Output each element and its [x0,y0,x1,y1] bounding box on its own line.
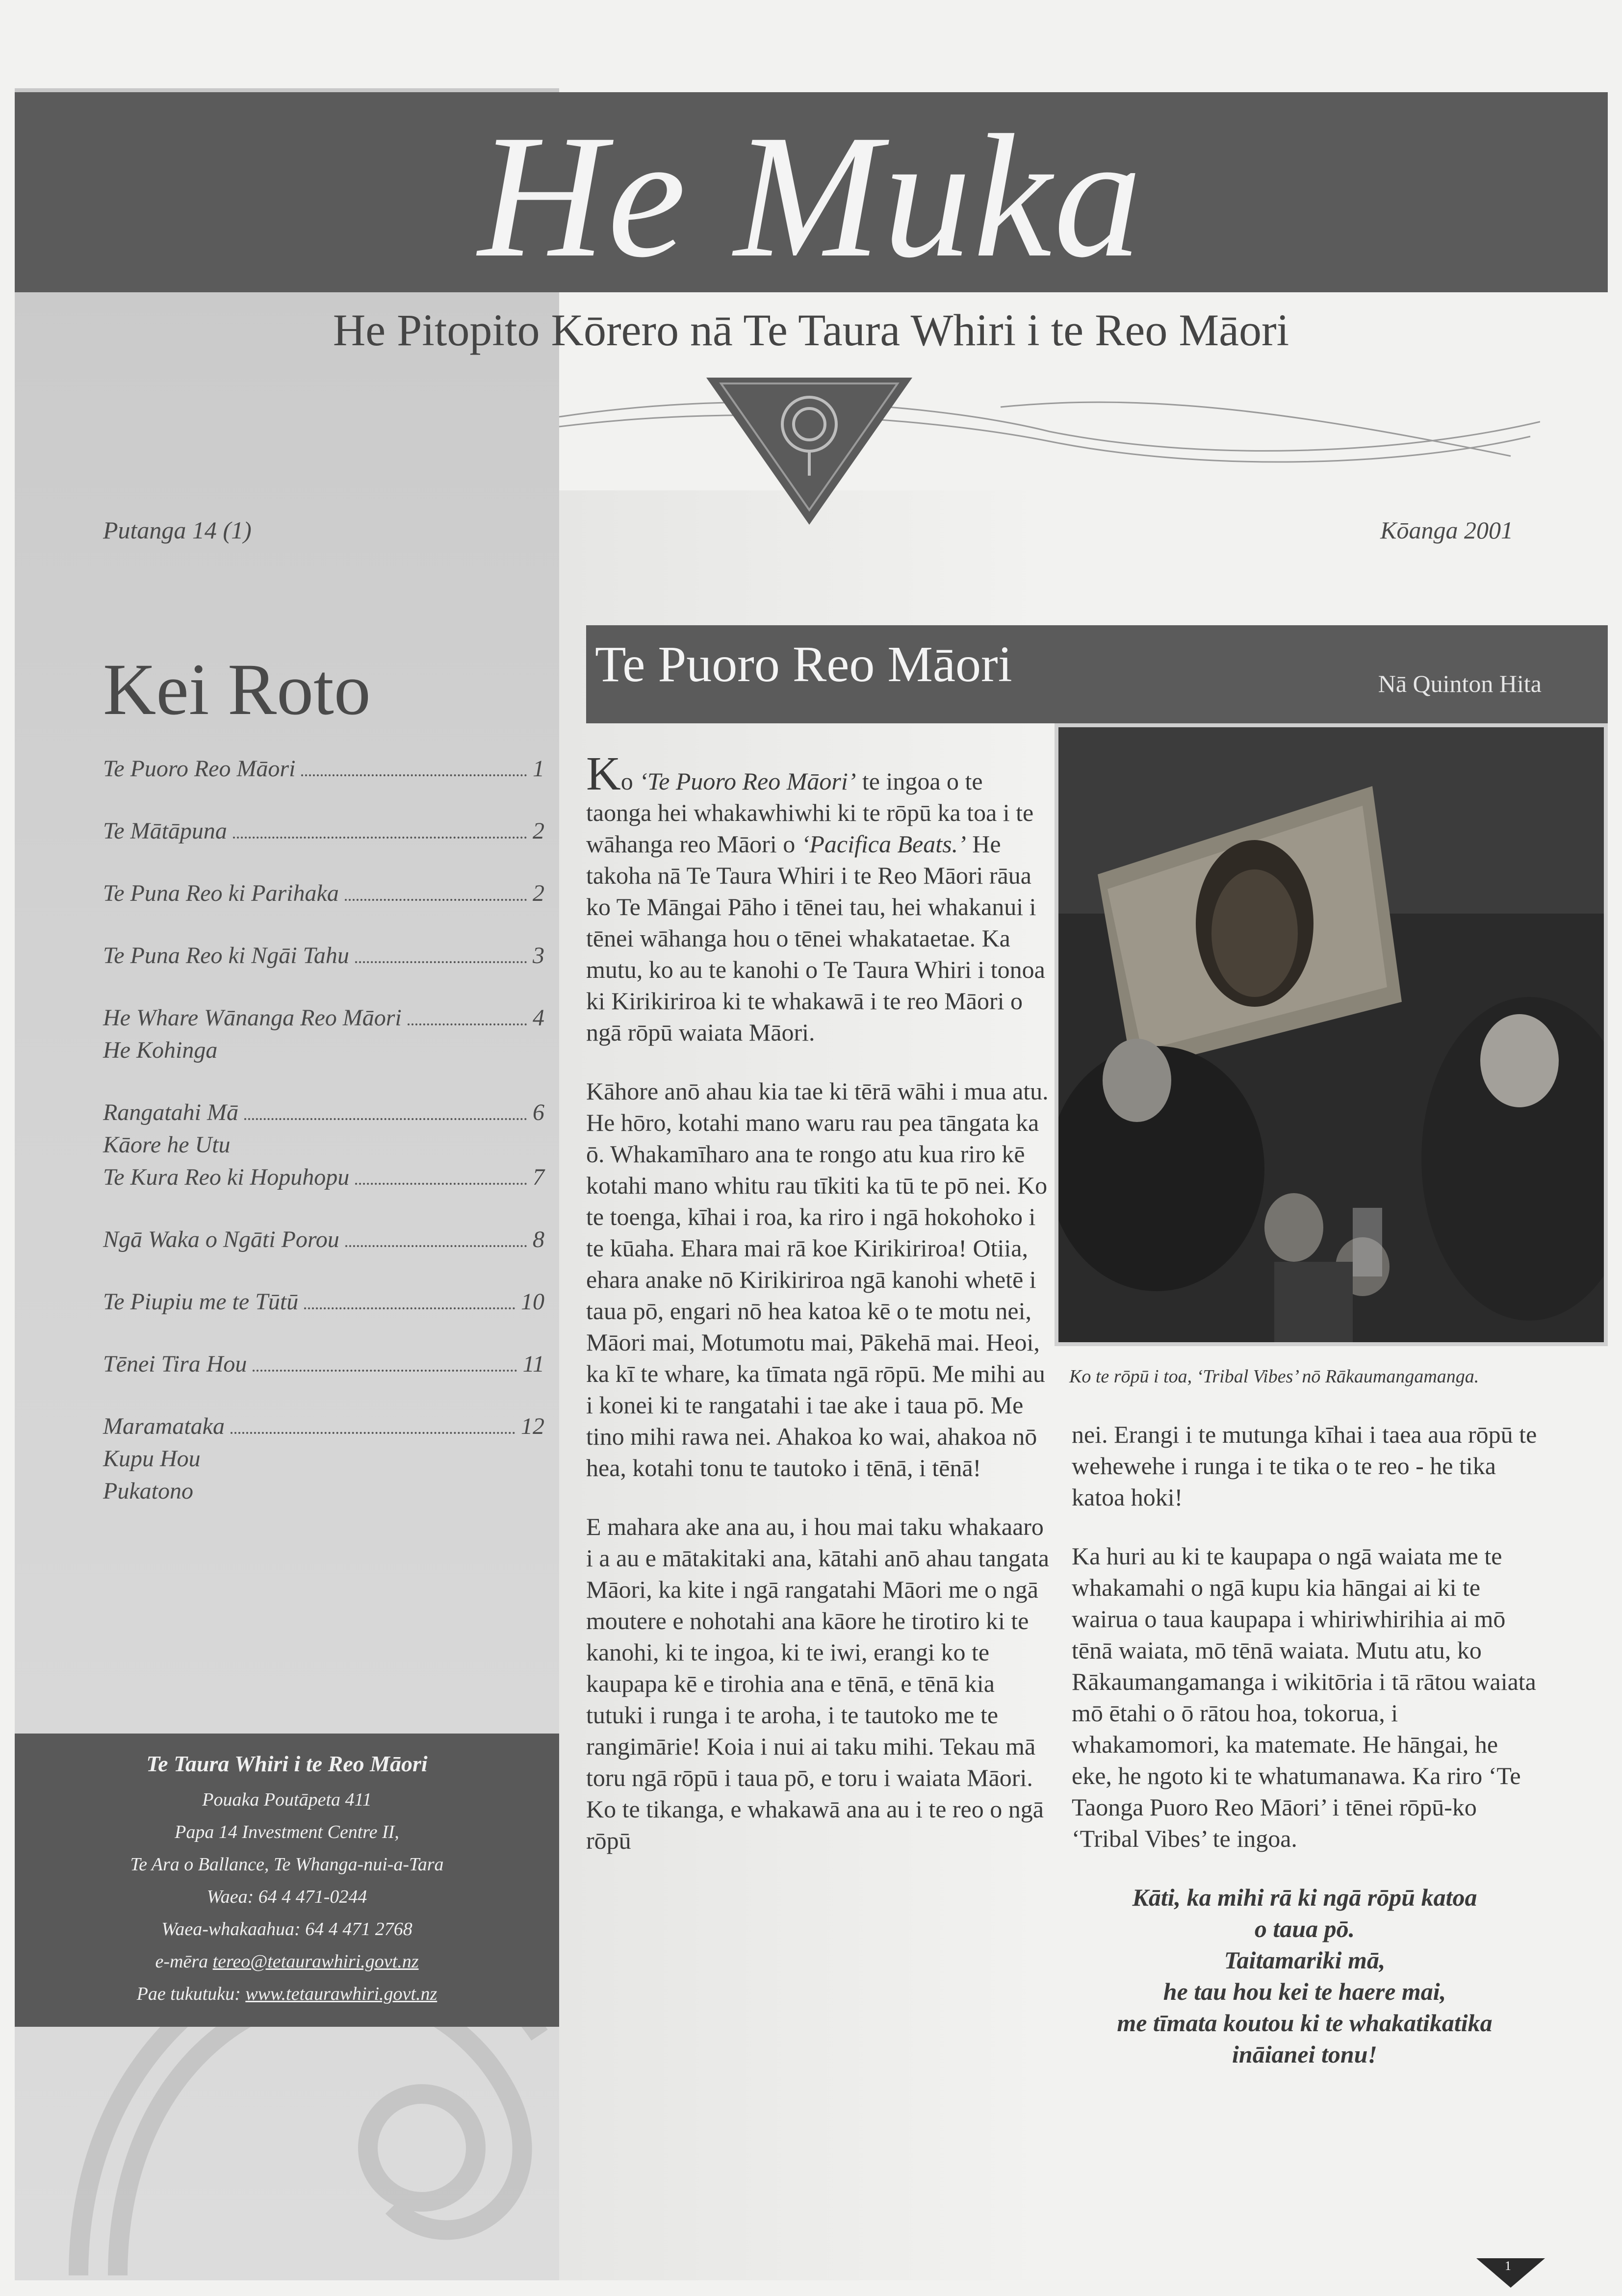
toc-entry[interactable] [103,815,544,847]
article-column-2 [1072,1419,1538,2070]
toc-page-number: 1 [533,756,544,782]
closing-line: Taitamariki mā, [1224,1946,1386,1974]
toc-page-number: 3 [533,943,544,969]
toc-entry-title: Te Puna Reo ki Ngāi Tahu [103,943,349,969]
toc-entry[interactable] [103,1097,544,1129]
toc-entry-title: Rangatahi Mā [103,1099,238,1125]
toc-entry[interactable] [103,1161,544,1194]
web-label: Pae tukutuku: [136,1984,241,2004]
issue-date: Kōanga 2001 [1380,516,1513,544]
article-byline: Nā Quinton Hita [1378,670,1542,697]
toc-row [103,1286,544,1318]
toc-entry[interactable] [103,753,544,785]
toc-entry-title: Te Piupiu me te Tūtū [103,1289,299,1315]
drop-cap: K [586,747,621,800]
address-line: Te Ara o Ballance, Te Whanga-nui-a-Tara [130,1854,444,1875]
toc-row [103,1129,544,1161]
toc-row [103,753,544,785]
toc-row [103,1410,544,1443]
toc-leader-dots [345,1245,527,1247]
toc-entry[interactable] [103,1129,544,1161]
email-link[interactable]: tereo@tetaurawhiri.govt.nz [212,1951,419,1972]
toc-leader-dots [231,1432,515,1434]
toc-row [103,877,544,910]
web-line [15,1978,559,2010]
toc-entry[interactable] [103,1286,544,1318]
triangle-emblem [706,378,912,525]
text-run: ‘Pacifica Beats.’ [801,830,966,858]
toc-leader-dots [355,1183,527,1185]
toc-entry-title: Te Mātāpuna [103,818,227,844]
email-label: e-mēra [155,1951,208,1972]
issue-number: Putanga 14 (1) [103,516,252,544]
toc-row [103,1097,544,1129]
toc-row [103,1002,544,1034]
article-title: Te Puoro Reo Māori [595,636,1012,692]
toc-entry-title: He Whare Wānanga Reo Māori [103,1005,402,1031]
toc-page-number: 12 [521,1413,544,1439]
address-box [15,1734,559,2027]
article-column-1 [586,747,1052,1884]
toc-leader-dots [253,1370,516,1372]
toc-page-number: 8 [533,1226,544,1252]
article-header [586,625,1608,723]
text-run: te ingoa o te taonga hei whakawhiwhi ki te rōpū ka toa i te wāhanga reo Māori o [586,767,1034,858]
toc-leader-dots [233,837,527,839]
toc-entry-title: Kāore he Utu [103,1132,231,1158]
text-run: o [620,767,640,795]
closing-line: o taua pō. [1254,1915,1355,1942]
text-run: ‘Te Puoro Reo Māori’ [639,767,856,795]
toc-entry-title: Tēnei Tira Hou [103,1351,247,1377]
email-line [15,1945,559,1978]
toc-page-number: 11 [522,1351,544,1377]
toc-leader-dots [408,1023,527,1025]
page-number: 1 [1505,2259,1511,2273]
toc-page-number: 2 [533,880,544,906]
photo-caption: Ko te rōpū i toa, ‘Tribal Vibes’ nō Rākaumangamanga. [1069,1366,1479,1387]
article-paragraph: Ka huri au ki te kaupapa o ngā waiata me te whakamahi o ngā kupu kia hāngai ai ki te wairua o taua kaupapa i whiriwhirihia ai mō tēnā waiata, mō tēnā waiata. Mutu atu, ko Rākaumangamanga i wikitōria i tā rātou waiata mō ētahi o ō rātou hoa, tokorua, i whakamomori, ka matemate. He hāngai, he eke, he ngoto ki te whatumanawa. Ka riro ‘Te Taonga Puoro Reo Māori’ i tēnei rōpū-ko ‘Tribal Vibes’ te ingoa. [1072,1542,1536,1852]
toc-row [103,1224,544,1256]
website-link[interactable]: www.tetaurawhiri.govt.nz [245,1984,438,2004]
toc-entry[interactable] [103,877,544,910]
toc-row [103,1161,544,1194]
toc-leader-dots [301,774,527,776]
table-of-contents [103,753,544,1537]
toc-heading: Kei Roto [103,649,371,730]
toc-leader-dots [304,1307,515,1309]
article-paragraph: E mahara ake ana au, i hou mai taku whakaaro i a au e mātakitaki ana, kātahi anō ahau tangata Māori, ka kite i ngā rangatahi Māori me o ngā moutere e nohotahi ana kāore he tirotiro ki te kanohi, ki te ingoa, ki te iwi, erangi ko te kaupapa kē e tirohia ana e tēnā, e tēnā kia tutuki i runga i te aroha, i te tautoko me te rangimārie! Koia i nui ai taku mihi. Tekau mā toru ngā rōpū i taua pō, e toru i waiata Māori. Ko te tikanga, e whakawā ana au i te reo o ngā rōpū [586,1513,1049,1854]
toc-page-number: 4 [533,1005,544,1031]
fax-line: Waea-whakaahua: 64 4 471 2768 [161,1919,412,1939]
address-line: Pouaka Poutāpeta 411 [202,1789,372,1810]
toc-leader-dots [355,961,527,963]
toc-entry[interactable] [103,1410,544,1507]
toc-page-number: 10 [521,1289,544,1315]
closing-line: Kāti, ka mihi rā ki ngā rōpū katoa [1132,1884,1477,1911]
toc-entry-title: Ngā Waka o Ngāti Porou [103,1226,339,1252]
newsletter-subtitle: He Pitopito Kōrero nā Te Taura Whiri i te Reo Māori [333,305,1289,355]
toc-entry-title: Te Puoro Reo Māori [103,756,296,782]
toc-entry[interactable] [103,940,544,972]
toc-leader-dots [345,899,527,901]
closing-verse [1072,1882,1538,2070]
toc-page-number: 2 [533,818,544,844]
address-line: Papa 14 Investment Centre II, [175,1822,399,1842]
toc-sub-entry: Kupu Hou [103,1446,201,1472]
closing-line: he tau hou kei te haere mai, [1163,1978,1446,2005]
toc-entry-title: Te Kura Reo ki Hopuhopu [103,1164,350,1190]
toc-row [103,815,544,847]
article-photo [1055,723,1608,1346]
toc-entry[interactable] [103,1224,544,1256]
toc-row [103,1348,544,1380]
closing-line: ināianei tonu! [1232,2041,1377,2068]
toc-entry-title: Te Puna Reo ki Parihaka [103,880,339,906]
article-paragraph [586,747,1052,1048]
toc-leader-dots [244,1118,527,1120]
phone-line: Waea: 64 4 471-0244 [206,1887,367,1907]
article-paragraph: nei. Erangi i te mutunga kīhai i taea aua rōpū te wehewehe i runga i te tika o te reo - he tika katoa hoki! [1072,1421,1537,1511]
toc-sub-entry: Pukatono [103,1478,193,1504]
toc-entry[interactable] [103,1348,544,1380]
toc-row [103,940,544,972]
closing-line: me tīmata koutou ki te whakatikatika [1117,2009,1493,2037]
article-paragraph: Kāhore anō ahau kia tae ki tērā wāhi i mua atu. He hōro, kotahi mano waru rau pea tāngata ka ō. Whakamīharo ana te rongo atu kua riro kē kotahi mano whitu rau tīkiti ka tū te pō nei. Ko te toenga, kīhai i roa, ka riro i ngā hokohoko i te kūaha. Ehara mai rā koe Kirikiriroa! Otiia, ehara anake nō Kirikiriroa ngā kanohi whetē i taua pō, engari nō hea katoa kē o te motu nei, Māori mai, Motumotu mai, Pākehā mai. Heoi, ka kī te whare, ka tīmata ngā rōpū. Me mihi au i konei ki te rangatahi i tae ake i taua pō. Me tino mihi rawa nei. Ahakoa ko wai, ahakoa nō hea, kotahi tonu te tautoko i tēnā, i tēnā! [586,1077,1049,1481]
newsletter-title: He Muka [478,98,1144,294]
photo-illustration [1058,727,1604,1342]
toc-entry-title: Maramataka [103,1413,225,1439]
toc-entry[interactable] [103,1002,544,1067]
address-org: Te Taura Whiri i te Reo Māori [146,1751,428,1776]
toc-page-number: 6 [533,1099,544,1125]
text-run: He takoha nā Te Taura Whiri i te Reo Māori rāua ko Te Māngai Pāho i tēnei tau, hei whakanui i tēnei wāhanga hou o tēnei whakataetae. Ka mutu, ko au te kanohi o Te Taura Whiri i tonoa ki Kirikiriroa ki te whakawā i te reo Māori o ngā rōpū waiata Māori. [586,830,1045,1046]
toc-page-number: 7 [533,1164,544,1190]
toc-sub-entry: He Kohinga [103,1037,218,1063]
